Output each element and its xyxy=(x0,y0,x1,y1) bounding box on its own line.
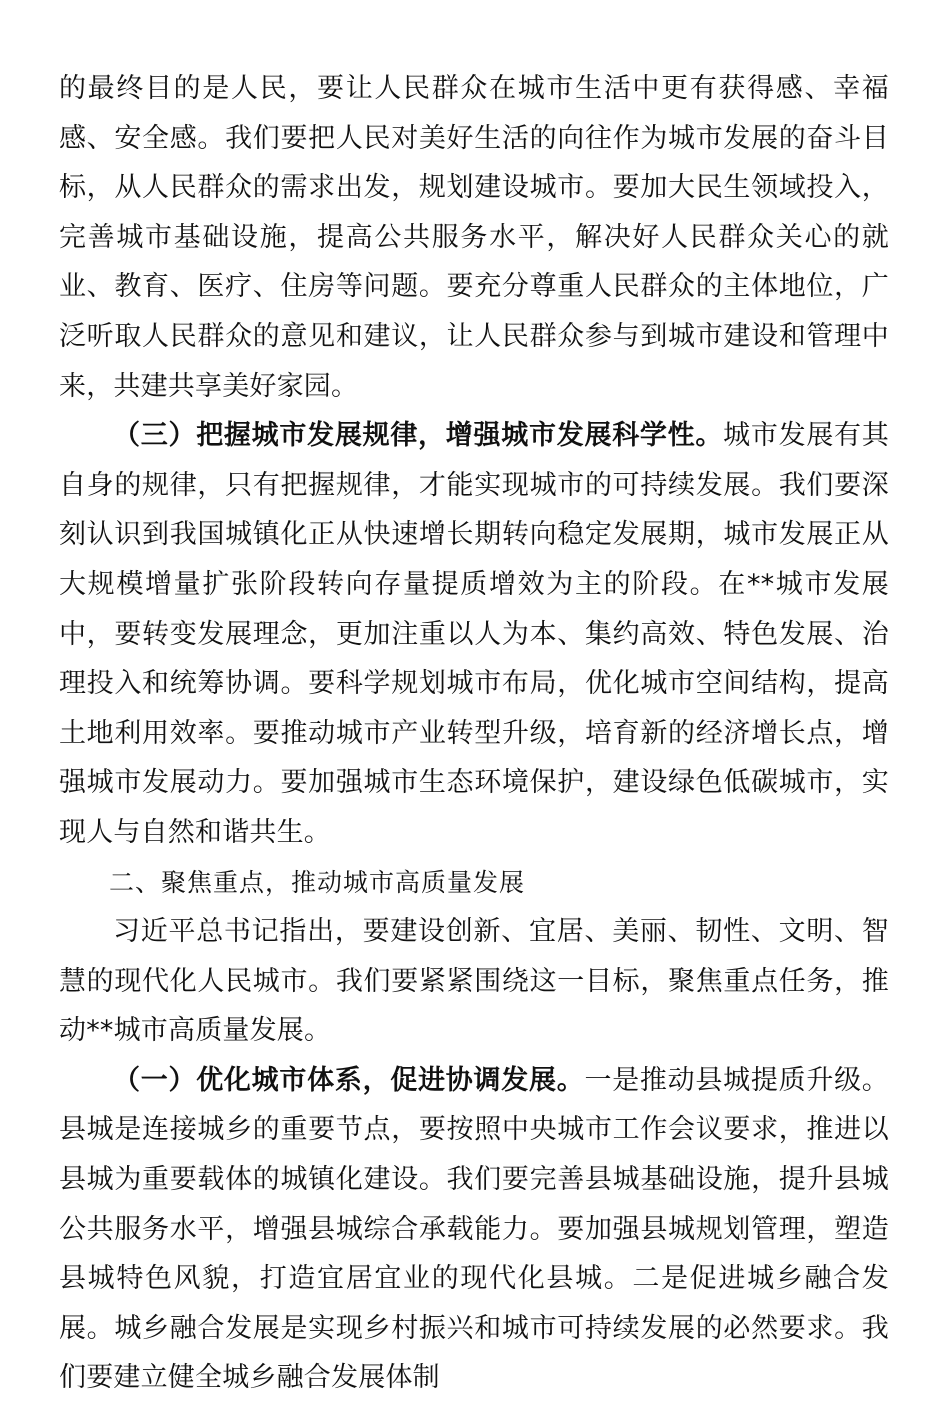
paragraph-city-development-law xyxy=(59,411,889,857)
section-heading-two xyxy=(59,858,889,908)
paragraph-optimize-city-system xyxy=(59,1056,889,1403)
paragraph-bold-lead: （一）优化城市体系，促进协调发展。 xyxy=(113,1064,585,1096)
paragraph-people-centered xyxy=(59,64,889,411)
paragraph-modern-city-goal xyxy=(59,907,889,1056)
paragraph-text: 城市发展有其自身的规律，只有把握规律，才能实现城市的可持续发展。我们要深刻认识到我国城镇化正从快速增长期转向稳定发展期，城市发展正从大规模增量扩张阶段转向存量提质增效为主的阶段。在**城市发展中，要转变发展理念，更加注重以人为本、集约高效、特色发展、治理投入和统筹协调。要科学规划城市布局，优化城市空间结构，提高土地利用效率。要推动城市产业转型升级，培育新的经济增长点，增强城市发展动力。要加强城市生态环境保护，建设绿色低碳城市，实现人与自然和谐共生。 xyxy=(59,420,889,848)
section-heading-text: 二、聚焦重点，推动城市高质量发展 xyxy=(109,867,526,897)
paragraph-text: 习近平总书记指出，要建设创新、宜居、美丽、韧性、文明、智慧的现代化人民城市。我们要紧紧围绕这一目标，聚焦重点任务，推动**城市高质量发展。 xyxy=(59,916,889,1047)
paragraph-bold-lead: （三）把握城市发展规律，增强城市发展科学性。 xyxy=(113,420,724,452)
paragraph-text: 一是推动县城提质升级。县城是连接城乡的重要节点，要按照中央城市工作会议要求，推进以县城为重要载体的城镇化建设。我们要完善县城基础设施，提升县城公共服务水平，增强县城综合承载能力。要加强县城规划管理，塑造县城特色风貌，打造宜居宜业的现代化县城。二是促进城乡融合发展。城乡融合发展是实现乡村振兴和城市可持续发展的必然要求。我们要建立健全城乡融合发展体制 xyxy=(59,1064,889,1394)
document-body xyxy=(59,64,889,1403)
paragraph-text: 的最终目的是人民，要让人民群众在城市生活中更有获得感、幸福感、安全感。我们要把人民对美好生活的向往作为城市发展的奋斗目标，从人民群众的需求出发，规划建设城市。要加大民生领域投入，完善城市基础设施，提高公共服务水平，解决好人民群众关心的就业、教育、医疗、住房等问题。要充分尊重人民群众的主体地位，广泛听取人民群众的意见和建议，让人民群众参与到城市建设和管理中来，共建共享美好家园。 xyxy=(59,73,889,402)
